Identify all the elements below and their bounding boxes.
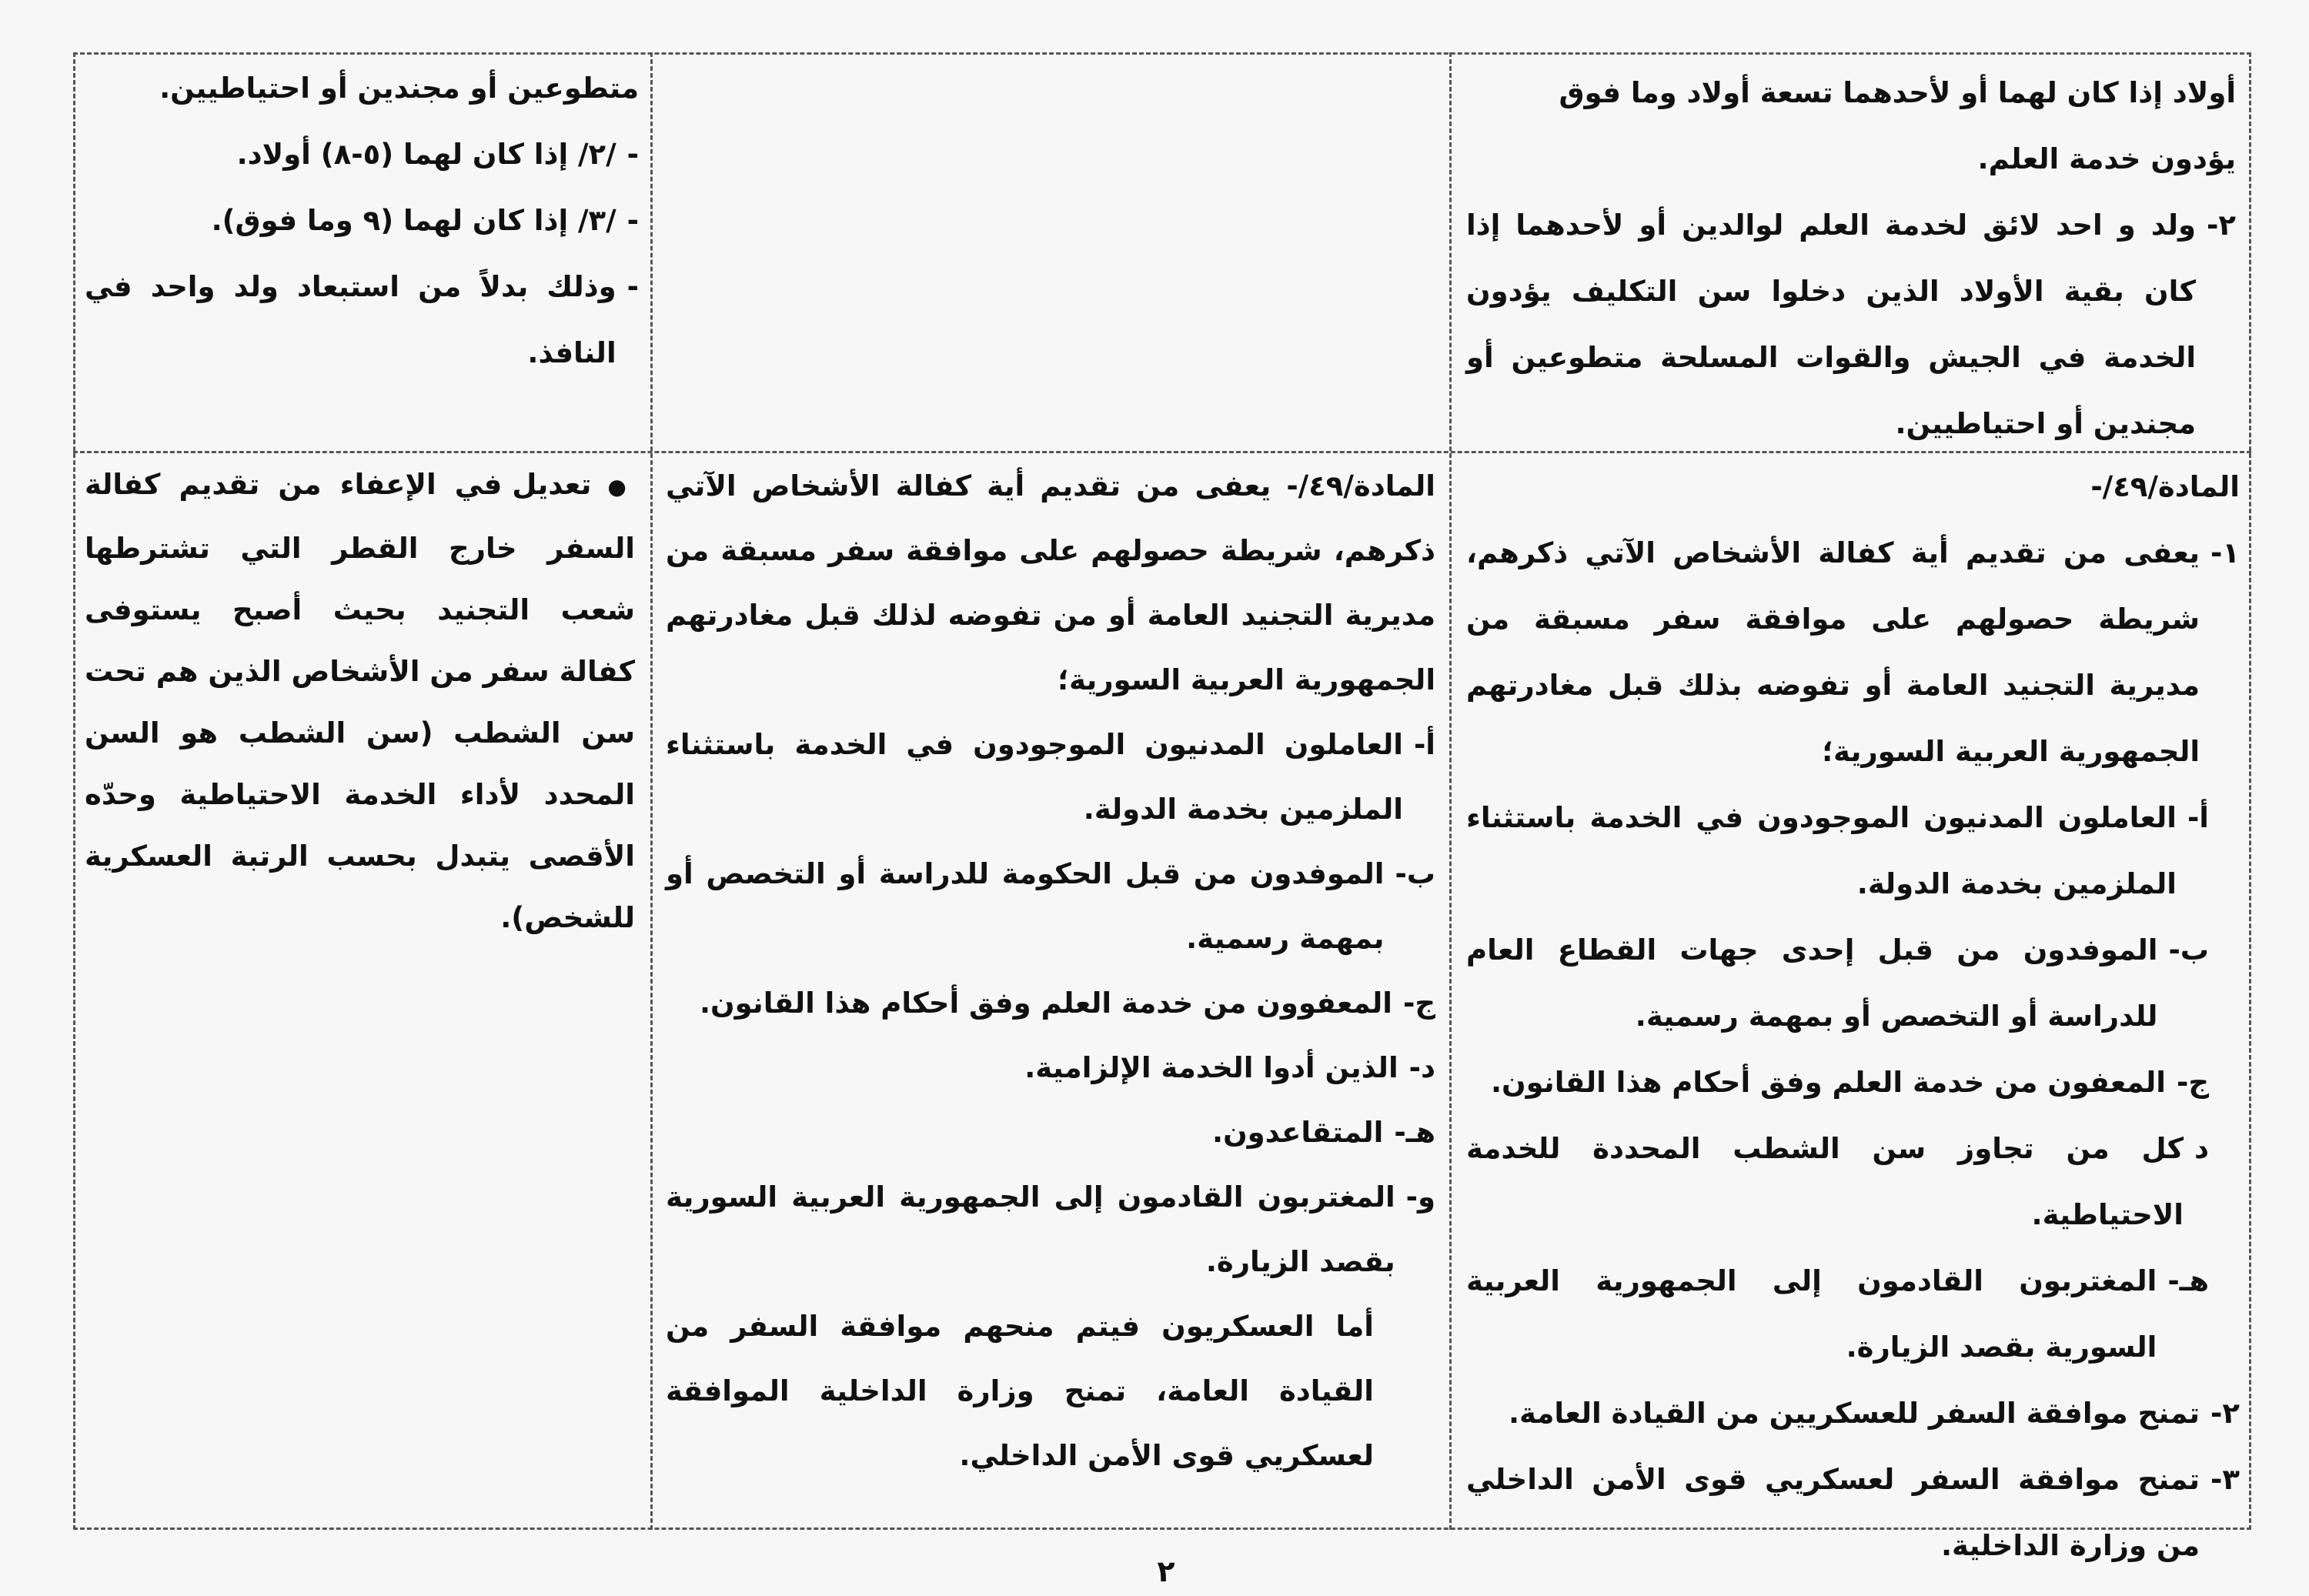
item-marker: ٢- [2210, 1397, 2240, 1430]
sub-item [1466, 785, 2209, 917]
item-marker: د [2194, 1132, 2209, 1165]
article-title: المادة/٤٩/- [2090, 470, 2240, 503]
item-text: المعفوون من خدمة العلم وفق أحكام هذا القانون. [699, 987, 1392, 1020]
sub-item [666, 971, 1435, 1036]
sub-item [1466, 1248, 2209, 1381]
item-marker: هـ- [1394, 1116, 1435, 1149]
item-text: المغتربون القادمون إلى الجمهورية العربية السورية بقصد الزيارة. [1466, 1264, 2157, 1364]
item-text: المعفون من خدمة العلم وفق أحكام هذا القانون. [1490, 1066, 2166, 1099]
item-marker: ٢- [2207, 209, 2236, 242]
text-line: يؤدون خدمة العلم. [1977, 142, 2236, 175]
item-marker: د- [1408, 1051, 1435, 1084]
bottom-left-cell [85, 454, 635, 949]
sub-item [1466, 1050, 2209, 1116]
bottom-right-cell [1466, 454, 2240, 1579]
item-marker: ج- [2176, 1066, 2209, 1099]
list-item [1466, 1381, 2240, 1447]
item-marker: و- [1405, 1180, 1435, 1214]
item-marker: - [627, 204, 639, 237]
column-divider-right [1449, 52, 1452, 1530]
item-text: الموفدون من قبل إحدى جهات القطاع العام للدراسة أو التخصص أو بمهمة رسمية. [1466, 933, 2158, 1033]
item-text: العاملون المدنيون الموجودون في الخدمة باستثناء الملزمين بخدمة الدولة. [666, 728, 1403, 826]
item-text: /٣/ إذا كان لهما (٩ وما فوق). [211, 204, 617, 237]
item-text: المغتربون القادمون إلى الجمهورية العربية السورية بقصد الزيارة. [666, 1180, 1395, 1278]
top-right-cell [1466, 60, 2236, 457]
list-item [1466, 520, 2240, 785]
sub-item [1466, 1116, 2209, 1248]
item-text: الذين أدوا الخدمة الإلزامية. [1024, 1051, 1398, 1084]
text-line: أولاد إذا كان لهما أو لأحدهما تسعة أولاد وما فوق [1559, 76, 2236, 109]
item-text: الموفدون من قبل الحكومة للدراسة أو التخصص أو بمهمة رسمية. [666, 857, 1385, 955]
list-item [85, 254, 639, 386]
column-divider-left [650, 52, 653, 1530]
item-text: وذلك بدلاً من استبعاد ولد واحد في النافذ. [85, 270, 617, 369]
list-item [1466, 1447, 2240, 1579]
sub-list [1466, 785, 2240, 1381]
item-marker: أ- [1413, 728, 1435, 761]
item-text: /٢/ إذا كان لهما (٥-٨) أولاد. [236, 138, 617, 171]
item-marker: ١- [2210, 536, 2240, 569]
item-text: المتقاعدون. [1212, 1116, 1384, 1149]
item-marker: أ- [2187, 801, 2209, 834]
item-text: العاملون المدنيون الموجودون في الخدمة باستثناء الملزمين بخدمة الدولة. [1466, 801, 2177, 900]
top-left-cell [85, 55, 639, 386]
item-text: تمنح موافقة السفر للعسكريين من القيادة العامة. [1508, 1397, 2200, 1430]
sub-item [666, 1100, 1435, 1165]
item-marker: ج- [1402, 987, 1435, 1020]
list-item [1466, 192, 2236, 457]
item-text: تمنح موافقة السفر لعسكريي قوى الأمن الداخلي من وزارة الداخلية. [1466, 1463, 2200, 1562]
item-marker: - [627, 270, 639, 303]
bottom-middle-cell [666, 454, 1435, 1488]
amendment-note: ● تعديل في الإعفاء من تقديم كفالة السفر خارج القطر التي تشترطها شعب التجنيد بحيث أصبح يستوفى كفالة سفر من الأشخاص الذين هم تحت سن الشطب (سن الشطب هو السن المحدد لأداء الخدمة الاحتياطية وحدّه الأقصى يتبدل بحسب الرتبة العسكرية للشخص). [85, 454, 635, 949]
list-item [85, 122, 639, 188]
closing-paragraph: أما العسكريون فيتم منحهم موافقة السفر من القيادة العامة، تمنح وزارة الداخلية الموافقة لعسكريي قوى الأمن الداخلي. [666, 1310, 1374, 1472]
article-intro: المادة/٤٩/- يعفى من تقديم أية كفالة الأشخاص الآتي ذكرهم، شريطة حصولهم على موافقة سفر مسبقة من مديرية التجنيد العامة أو من تفوضه لذلك قبل مغادرتهم الجمهورية العربية السورية؛ [666, 469, 1435, 696]
item-text: يعفى من تقديم أية كفالة الأشخاص الآتي ذكرهم، شريطة حصولهم على موافقة سفر مسبقة من مديرية التجنيد العامة أو تفوضه بذلك قبل مغادرتهم الجمهورية العربية السورية؛ [1466, 536, 2200, 768]
item-marker: هـ- [2167, 1264, 2209, 1297]
item-text: ولد و احد لائق لخدمة العلم لوالدين أو لأحدهما إذا كان بقية الأولاد الذين دخلوا سن التكليف يؤدون الخدمة في الجيش والقوات المسلحة متطوعين أو مجندين أو احتياطيين. [1466, 209, 2197, 440]
item-marker: ب- [2168, 933, 2209, 967]
item-marker: ب- [1395, 857, 1435, 890]
list-item [85, 188, 639, 254]
item-marker: ٣- [2210, 1463, 2240, 1496]
sub-item [666, 1036, 1435, 1100]
sub-item [666, 713, 1435, 842]
item-marker: - [627, 138, 639, 171]
sub-item [1466, 917, 2209, 1050]
page-number: ٢ [1157, 1554, 1175, 1588]
sub-item [666, 1165, 1435, 1294]
sub-item [666, 842, 1435, 971]
text-line: متطوعين أو مجندين أو احتياطيين. [159, 72, 639, 105]
item-text: كل من تجاوز سن الشطب المحددة للخدمة الاحتياطية. [1466, 1132, 2184, 1231]
